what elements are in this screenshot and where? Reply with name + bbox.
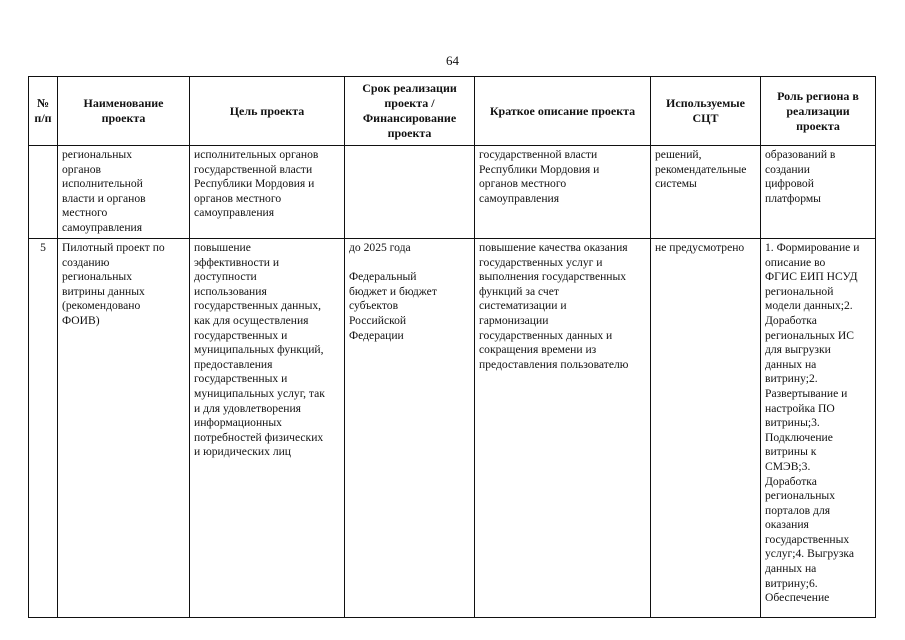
table-row [29, 239, 876, 618]
cell-region-role: 1. Формирование и описание во ФГИС ЕИП НСУД региональной модели данных;2. Доработка региональных ИС для выгрузки данных на витрину;2. Развертывание и настройка ПО витрины;3. Подключение витрины к СМЭВ;3. Доработка региональных порталов для оказания государственных услуг;4. Выгрузка данных на витрину;6. Обеспечение [761, 239, 876, 618]
header-region-role: Роль региона в реализации проекта [761, 77, 876, 146]
cell-description: государственной власти Республики Мордовия и органов местного самоуправления [475, 146, 651, 239]
table-row [29, 146, 876, 239]
header-number: № п/п [29, 77, 58, 146]
cell-technologies: не предусмотрено [651, 239, 761, 618]
cell-project-name: региональных органов исполнительной власти и органов местного самоуправления [58, 146, 190, 239]
cell-project-goal: повышение эффективности и доступности использования государственных данных, как для осуществления государственных и муниципальных функций, предоставления государственных и муниципальных услуг, так и для удовлетворения информационных потребностей физических и юридических лиц [190, 239, 345, 618]
header-project-goal: Цель проекта [190, 77, 345, 146]
projects-table [28, 76, 876, 618]
cell-number [29, 146, 58, 239]
header-term-financing: Срок реализации проекта / Финансирование проекта [345, 77, 475, 146]
table-header-row [29, 77, 876, 146]
cell-term-financing: до 2025 года Федеральный бюджет и бюджет субъектов Российской Федерации [345, 239, 475, 618]
cell-region-role: образований в создании цифровой платформы [761, 146, 876, 239]
header-description: Краткое описание проекта [475, 77, 651, 146]
header-project-name: Наименование проекта [58, 77, 190, 146]
cell-project-name: Пилотный проект по созданию региональных витрины данных (рекомендовано ФОИВ) [58, 239, 190, 618]
cell-description: повышение качества оказания государственных услуг и выполнения государственных функций за счет систематизации и гармонизации государственных данных и сокращения времени из предоставления пользователю [475, 239, 651, 618]
page-number: 64 [446, 53, 459, 68]
cell-term-financing [345, 146, 475, 239]
cell-number: 5 [29, 239, 58, 618]
cell-project-goal: исполнительных органов государственной власти Республики Мордовия и органов местного самоуправления [190, 146, 345, 239]
header-technologies: Используемые СЦТ [651, 77, 761, 146]
cell-technologies: решений, рекомендательные системы [651, 146, 761, 239]
